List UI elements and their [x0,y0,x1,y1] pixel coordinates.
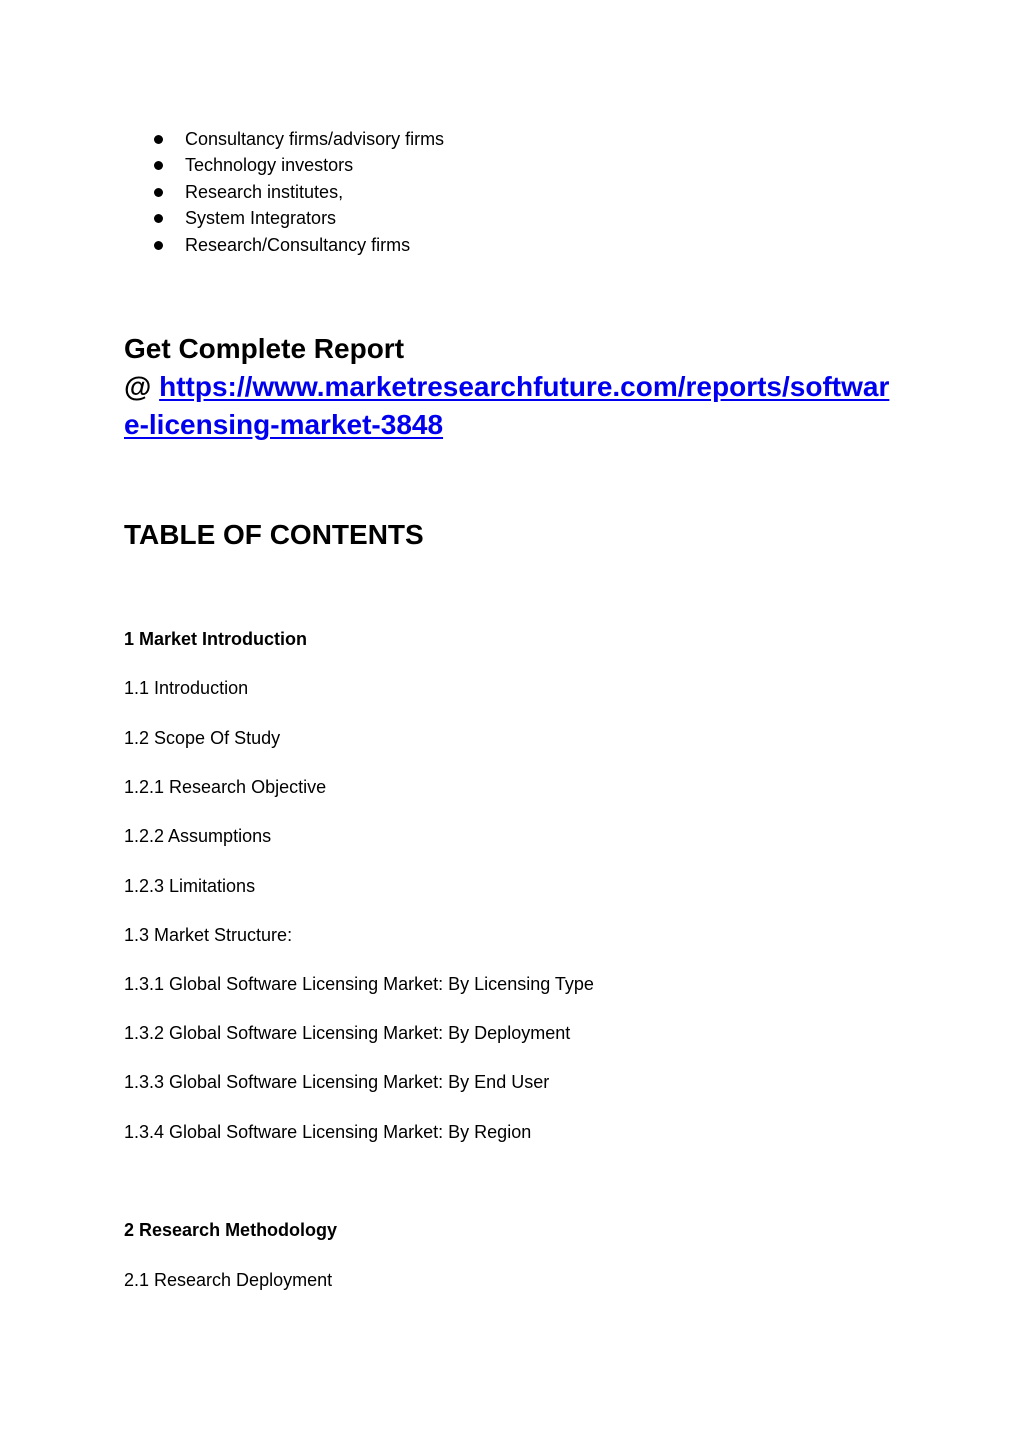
list-item [154,126,444,152]
audience-bullet-list [154,126,444,258]
bullet-icon [154,188,163,197]
report-link[interactable]: https://www.marketresearchfuture.com/reports/software-licensing-market-3848 [124,371,890,440]
toc-section-title: 1 Market Introduction [124,629,308,649]
toc-item: 1.2.3 Limitations [124,876,256,896]
list-item-text: System Integrators [185,208,337,229]
toc-item: 1.3 Market Structure: [124,925,293,945]
list-item [154,152,444,178]
bullet-icon [154,161,163,170]
list-item-text: Research/Consultancy firms [185,234,411,255]
toc-heading: TABLE OF CONTENTS [124,519,424,550]
toc-item: 1.3.4 Global Software Licensing Market: By Region [124,1122,532,1142]
toc-item: 1.2 Scope Of Study [124,728,281,748]
report-title: Get Complete Report [124,333,405,364]
list-item [154,179,444,205]
toc-section-title: 2 Research Methodology [124,1220,338,1240]
report-callout [124,330,904,444]
list-item-text: Technology investors [185,155,354,176]
report-link-prefix: @ [124,371,160,402]
bullet-icon [154,214,163,223]
bullet-icon [154,135,163,144]
toc-item: 1.3.1 Global Software Licensing Market: By Licensing Type [124,974,594,994]
list-item-text: Consultancy firms/advisory firms [185,129,445,149]
report-link-line [124,368,904,444]
toc-item: 1.1 Introduction [124,678,249,698]
toc-item: 2.1 Research Deployment [124,1270,333,1290]
list-item [154,232,444,258]
bullet-icon [154,241,163,250]
list-item-text: Research institutes, [185,181,344,202]
toc-item: 1.2.2 Assumptions [124,826,272,846]
toc-item: 1.3.2 Global Software Licensing Market: By Deployment [124,1023,571,1043]
toc-item: 1.2.1 Research Objective [124,777,327,797]
list-item [154,205,444,231]
toc-item: 1.3.3 Global Software Licensing Market: By End User [124,1072,550,1092]
